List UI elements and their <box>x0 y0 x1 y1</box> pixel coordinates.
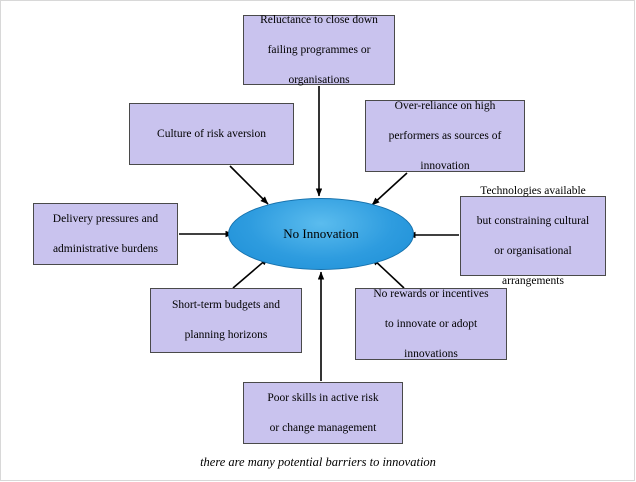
node-short-term-budgets <box>150 288 302 353</box>
line: Over-reliance on high <box>394 99 496 112</box>
central-node-label-wrap <box>228 198 414 270</box>
node-over-reliance-label <box>372 99 518 174</box>
node-delivery-pressures <box>33 203 178 265</box>
line: innovation <box>420 159 470 172</box>
line: planning horizons <box>184 329 268 341</box>
line: Poor skills in active risk <box>267 391 379 404</box>
node-technologies-available-label <box>467 184 599 289</box>
arrow-short-term-budgets <box>233 258 268 288</box>
central-node-label: No Innovation <box>283 226 359 241</box>
node-technologies-available <box>460 184 606 287</box>
line: arrangements <box>502 274 564 287</box>
node-no-rewards-label <box>362 287 500 362</box>
line: Culture of risk aversion <box>157 127 266 140</box>
line: Delivery pressures and <box>52 212 159 225</box>
node-reluctance <box>243 15 395 85</box>
node-poor-skills-label <box>250 391 396 436</box>
node-reluctance-label <box>250 13 388 88</box>
line: organisations <box>288 73 350 86</box>
node-short-term-budgets-label <box>157 298 295 343</box>
line: No rewards or incentives <box>373 287 489 300</box>
line: Short-term budgets and <box>172 299 280 311</box>
arrow-over-reliance <box>372 173 407 205</box>
line: to innovate or adopt <box>384 317 478 330</box>
line: or change management <box>269 421 377 434</box>
node-culture-risk-aversion <box>129 103 294 165</box>
line: failing programmes or <box>267 43 371 56</box>
line: innovations <box>404 347 458 360</box>
node-over-reliance <box>365 100 525 172</box>
line: or organisational <box>494 244 572 257</box>
arrow-culture-risk-aversion <box>230 166 268 204</box>
diagram-caption: there are many potential barriers to innovation <box>200 455 436 469</box>
node-poor-skills <box>243 382 403 444</box>
line: administrative burdens <box>52 242 159 255</box>
node-delivery-pressures-label <box>40 212 171 257</box>
line: Reluctance to close down <box>260 13 378 26</box>
line: performers as sources of <box>388 129 502 142</box>
line: but constraining cultural <box>476 214 590 227</box>
line: Technologies available <box>480 184 586 197</box>
node-culture-risk-aversion-label <box>136 127 287 142</box>
node-no-rewards <box>355 288 507 360</box>
